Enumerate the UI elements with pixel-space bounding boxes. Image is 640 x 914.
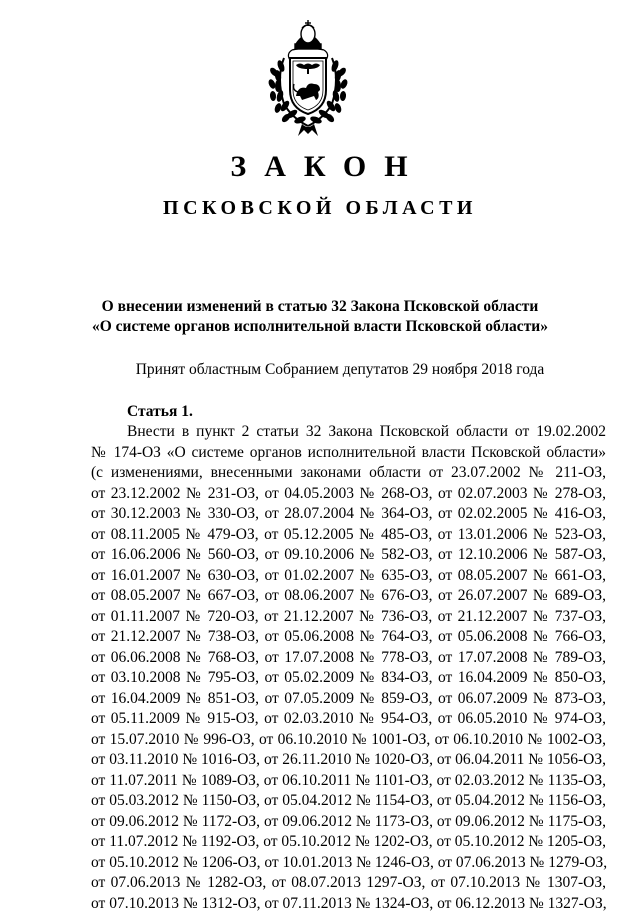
article-line: от 05.10.2012 № 1206-ОЗ, от 10.01.2013 № 1246-ОЗ, от 07.06.2013 № 1279-ОЗ, xyxy=(91,853,606,874)
article-line: Внести в пункт 2 статьи 32 Закона Псковской области от 19.02.2002 xyxy=(91,422,606,443)
article-line: от 30.12.2003 № 330-ОЗ, от 28.07.2004 № 364-ОЗ, от 02.02.2005 № 416-ОЗ, xyxy=(91,504,606,525)
article-line: от 03.10.2008 № 795-ОЗ, от 05.02.2009 № 834-ОЗ, от 16.04.2009 № 850-ОЗ, xyxy=(91,668,606,689)
article-line: от 11.07.2011 № 1089-ОЗ, от 06.10.2011 № 1101-ОЗ, от 02.03.2012 № 1135-ОЗ, xyxy=(91,771,606,792)
article-line: от 08.11.2005 № 479-ОЗ, от 05.12.2005 № 485-ОЗ, от 13.01.2006 № 523-ОЗ, xyxy=(91,525,606,546)
article-line: от 23.12.2002 № 231-ОЗ, от 04.05.2003 № 268-ОЗ, от 02.07.2003 № 278-ОЗ, xyxy=(91,484,606,505)
article-line: от 03.11.2010 № 1016-ОЗ, от 26.11.2010 № 1020-ОЗ, от 06.04.2011 № 1056-ОЗ, xyxy=(91,750,606,771)
article-line: № 174-ОЗ «О системе органов исполнительной власти Псковской области» xyxy=(91,443,606,464)
adoption-statement: Принят областным Собранием депутатов 29 ноября 2018 года xyxy=(0,361,640,379)
article-line: от 08.05.2007 № 667-ОЗ, от 08.06.2007 № 676-ОЗ, от 26.07.2007 № 689-ОЗ, xyxy=(91,586,606,607)
article-line: от 01.11.2007 № 720-ОЗ, от 21.12.2007 № 736-ОЗ, от 21.12.2007 № 737-ОЗ, xyxy=(91,607,606,628)
document-title: ЗАКОН xyxy=(0,150,640,184)
article-line: от 16.04.2009 № 851-ОЗ, от 07.05.2009 № 859-ОЗ, от 06.07.2009 № 873-ОЗ, xyxy=(91,689,606,710)
article-line: от 05.03.2012 № 1150-ОЗ, от 05.04.2012 № 1154-ОЗ, от 05.04.2012 № 1156-ОЗ, xyxy=(91,791,606,812)
article-line: от 16.01.2007 № 630-ОЗ, от 01.02.2007 № 635-ОЗ, от 08.05.2007 № 661-ОЗ, xyxy=(91,566,606,587)
document-issuer: ПСКОВСКОЙ ОБЛАСТИ xyxy=(0,197,640,220)
article-line: от 21.12.2007 № 738-ОЗ, от 05.06.2008 № 764-ОЗ, от 05.06.2008 № 766-ОЗ, xyxy=(91,627,606,648)
article-line: от 09.06.2012 № 1172-ОЗ, от 09.06.2012 № 1173-ОЗ, от 09.06.2012 № 1175-ОЗ, xyxy=(91,812,606,833)
article-line: от 16.06.2006 № 560-ОЗ, от 09.10.2006 № 582-ОЗ, от 12.10.2006 № 587-ОЗ, xyxy=(91,545,606,566)
article-line: от 06.06.2008 № 768-ОЗ, от 17.07.2008 № 778-ОЗ, от 17.07.2008 № 789-ОЗ, xyxy=(91,648,606,669)
article-heading: Статья 1. xyxy=(127,403,193,421)
article-line: от 07.06.2013 № 1282-ОЗ, от 08.07.2013 1297-ОЗ, от 07.10.2013 № 1307-ОЗ, xyxy=(91,873,606,894)
law-subject-line-2: «О системе органов исполнительной власти Псковской области» xyxy=(0,317,640,337)
article-line: от 05.11.2009 № 915-ОЗ, от 02.03.2010 № 954-ОЗ, от 06.05.2010 № 974-ОЗ, xyxy=(91,709,606,730)
pskov-region-coat-of-arms-icon xyxy=(262,18,354,140)
article-line: (с изменениями, внесенными законами области от 23.07.2002 № 211-ОЗ, xyxy=(91,463,606,484)
article-line: от 15.07.2010 № 996-ОЗ, от 06.10.2010 № 1001-ОЗ, от 06.10.2010 № 1002-ОЗ, xyxy=(91,730,606,751)
article-line: от 11.07.2012 № 1192-ОЗ, от 05.10.2012 № 1202-ОЗ, от 05.10.2012 № 1205-ОЗ, xyxy=(91,832,606,853)
article-line: от 07.10.2013 № 1312-ОЗ, от 07.11.2013 № 1324-ОЗ, от 06.12.2013 № 1327-ОЗ, xyxy=(91,894,606,914)
law-subject-line-1: О внесении изменений в статью 32 Закона Псковской области xyxy=(0,297,640,317)
article-body xyxy=(91,422,606,914)
